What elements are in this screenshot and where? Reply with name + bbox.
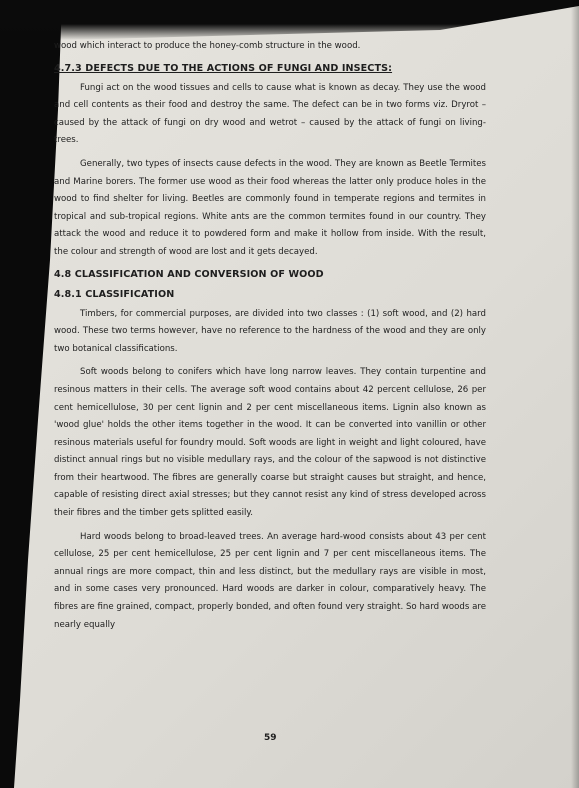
section-heading-defects: 4.7.3 DEFECTS DUE TO THE ACTIONS OF FUNGI AND INSECTS: bbox=[54, 62, 393, 74]
paragraph-fungi: Fungi act on the wood tissues and cells to cause what is known as decay. They use the wood and cell contents as their food and destroy the same. The defect can be in two forms viz. Dryrot – caused by the attack of fungi on dry wood and wetrot – caused by the attack of fungi on living-trees. bbox=[54, 82, 486, 146]
subsection-heading-classification: 4.8.1 CLASSIFICATION bbox=[54, 288, 175, 300]
page-number: 59 bbox=[264, 733, 277, 743]
paragraph-hard-woods: Hard woods belong to broad-leaved trees. An average hard-wood consists about 43 per cent cellulose, 25 per cent hemicellulose, 25 per cent lignin and 7 per cent miscellaneous items. The annual rings are more compact, thin and less distinct, but the medullary rays are visible in most, and in some cases very pronounced. Hard woods are darker in colour, comparatively heavy. The fibres are fine grained, compact, properly bonded, and often found very straight. So hard woods are nearly equally bbox=[54, 531, 486, 630]
scanner-shadow-top bbox=[0, 0, 579, 40]
paragraph-insects: Generally, two types of insects cause defects in the wood. They are known as Beetle Termites and Marine borers. The former use wood as their food whereas the latter only produce holes in the wood to find shelter for living. Beetles are commonly found in temperate regions and termites in tropical and sub-tropical regions. White ants are the common termites found in our country. They attack the wood and reduce it to powdered form and make it hollow from inside. With the result, the colour and strength of wood are lost and it gets decayed. bbox=[54, 158, 486, 257]
continued-line: wood which interact to produce the honey-comb structure in the wood. bbox=[54, 41, 361, 51]
page-body bbox=[54, 38, 486, 634]
paragraph-soft-woods: Soft woods belong to conifers which have long narrow leaves. They contain turpentine and resinous matters in their cells. The average soft wood contains about 42 percent cellulose, 26 per cent hemicellulose, 30 per cent lignin and 2 per cent miscellaneous items. Lignin also known as 'wood glue' holds the other items together in the wood. It can be converted into vanillin or other resinous materials useful for foundry mould. Soft woods are light in weight and light coloured, have distinct annual rings but no visible medullary rays, and the colour of the sapwood is not distinctive from their heartwood. The fibres are generally coarse but straight causes but straight, and hence, capable of resisting direct axial stresses; but they cannot resist any kind of stress developed across their fibres and the timber gets splitted easily. bbox=[54, 367, 486, 519]
section-heading-classification: 4.8 CLASSIFICATION AND CONVERSION OF WOOD bbox=[54, 268, 324, 280]
page-right-edge bbox=[571, 0, 579, 788]
paragraph-timber-classes: Timbers, for commercial purposes, are divided into two classes : (1) soft wood, and (2) hard wood. These two terms however, have no reference to the hardness of the wood and they are only two botanical classifications. bbox=[54, 308, 486, 354]
